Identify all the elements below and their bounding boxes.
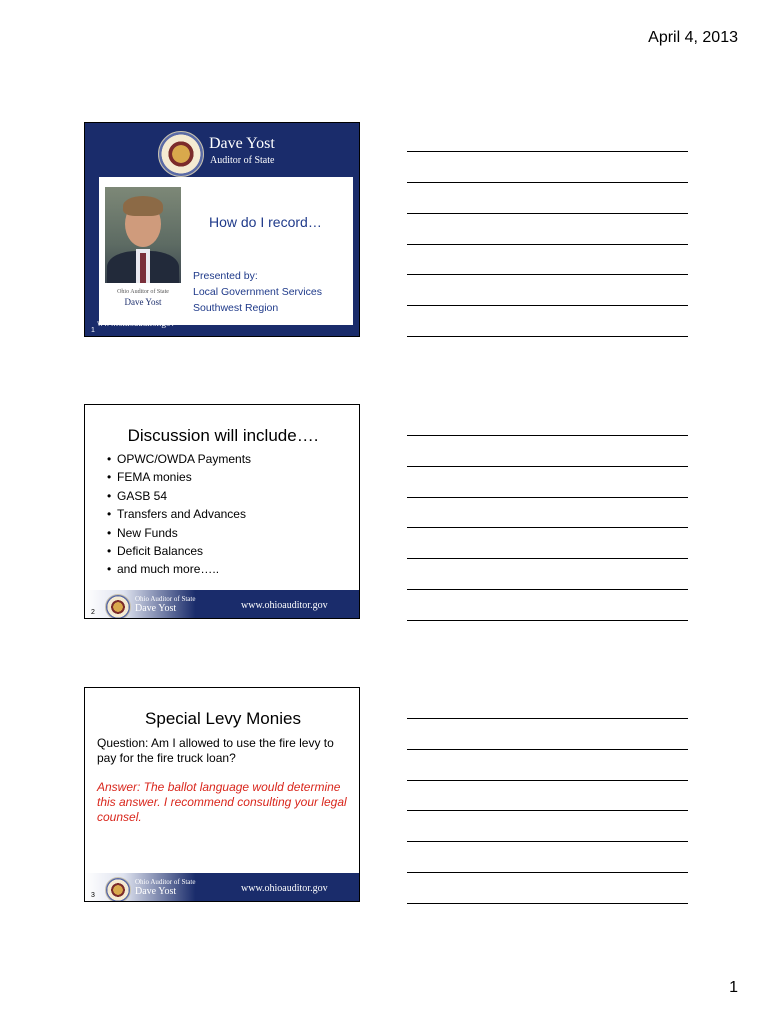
question-text: Question: Am I allowed to use the fire levy to pay for the fire truck loan? bbox=[97, 736, 334, 765]
note-line bbox=[407, 497, 688, 498]
note-line bbox=[407, 749, 688, 750]
bullet-item: • FEMA monies bbox=[107, 468, 251, 486]
page-date: April 4, 2013 bbox=[648, 29, 738, 46]
slide-2 bbox=[84, 404, 360, 619]
footer-name: Dave Yost bbox=[135, 603, 177, 614]
footer-url: www.ohioauditor.gov bbox=[241, 600, 328, 611]
presenter-line-2: Southwest Region bbox=[193, 302, 279, 314]
slide-header bbox=[85, 123, 360, 178]
footer-office: Ohio Auditor of State bbox=[135, 878, 196, 886]
note-line bbox=[407, 466, 688, 467]
note-line bbox=[407, 589, 688, 590]
note-line bbox=[407, 903, 688, 904]
note-line bbox=[407, 718, 688, 719]
note-line bbox=[407, 810, 688, 811]
note-line bbox=[407, 244, 688, 245]
slide-3 bbox=[84, 687, 360, 902]
presenter-line-1: Local Government Services bbox=[193, 286, 322, 298]
note-line bbox=[407, 274, 688, 275]
note-line bbox=[407, 527, 688, 528]
website-link: www.ohioauditor.gov bbox=[97, 318, 175, 328]
bullet-list bbox=[107, 450, 251, 579]
footer-office: Ohio Auditor of State bbox=[135, 595, 196, 603]
bullet-item: • GASB 54 bbox=[107, 487, 251, 505]
slide-1 bbox=[84, 122, 360, 337]
brand-title: Auditor of State bbox=[210, 155, 275, 166]
slide-title: Special Levy Monies bbox=[145, 709, 301, 728]
note-line bbox=[407, 182, 688, 183]
footer-url: www.ohioauditor.gov bbox=[241, 883, 328, 894]
slide-title: Discussion will include…. bbox=[127, 426, 319, 445]
bullet-item: • and much more….. bbox=[107, 560, 251, 578]
note-line bbox=[407, 435, 688, 436]
photo-caption-office: Ohio Auditor of State bbox=[117, 289, 169, 295]
slide-footer bbox=[85, 590, 360, 619]
note-line bbox=[407, 841, 688, 842]
ohio-seal-icon bbox=[105, 594, 131, 619]
bullet-item: • Transfers and Advances bbox=[107, 505, 251, 523]
brand-name: Dave Yost bbox=[209, 135, 275, 152]
note-line bbox=[407, 213, 688, 214]
bullet-item: • New Funds bbox=[107, 524, 251, 542]
slide-number: 3 bbox=[91, 892, 95, 899]
page-number: 1 bbox=[729, 979, 738, 996]
ohio-seal-icon bbox=[105, 877, 131, 902]
slide-footer bbox=[85, 873, 360, 902]
photo-caption-name: Dave Yost bbox=[124, 297, 162, 307]
presented-by-label: Presented by: bbox=[193, 270, 258, 282]
slide-number: 2 bbox=[91, 609, 95, 616]
answer-text: Answer: The ballot language would determine this answer. I recommend consulting your legal counsel. bbox=[97, 780, 347, 824]
portrait-photo bbox=[105, 187, 181, 283]
note-line bbox=[407, 780, 688, 781]
ohio-seal-icon bbox=[158, 131, 204, 177]
presenter-block bbox=[193, 268, 322, 316]
bullet-item: • Deficit Balances bbox=[107, 542, 251, 560]
note-line bbox=[407, 872, 688, 873]
note-line bbox=[407, 558, 688, 559]
note-line bbox=[407, 336, 688, 337]
note-line bbox=[407, 151, 688, 152]
note-line bbox=[407, 620, 688, 621]
slide-number: 1 bbox=[91, 327, 95, 334]
slide-title: How do I record… bbox=[209, 214, 322, 230]
title-panel bbox=[99, 177, 353, 325]
note-line bbox=[407, 305, 688, 306]
bullet-item: • OPWC/OWDA Payments bbox=[107, 450, 251, 468]
footer-name: Dave Yost bbox=[135, 886, 177, 897]
